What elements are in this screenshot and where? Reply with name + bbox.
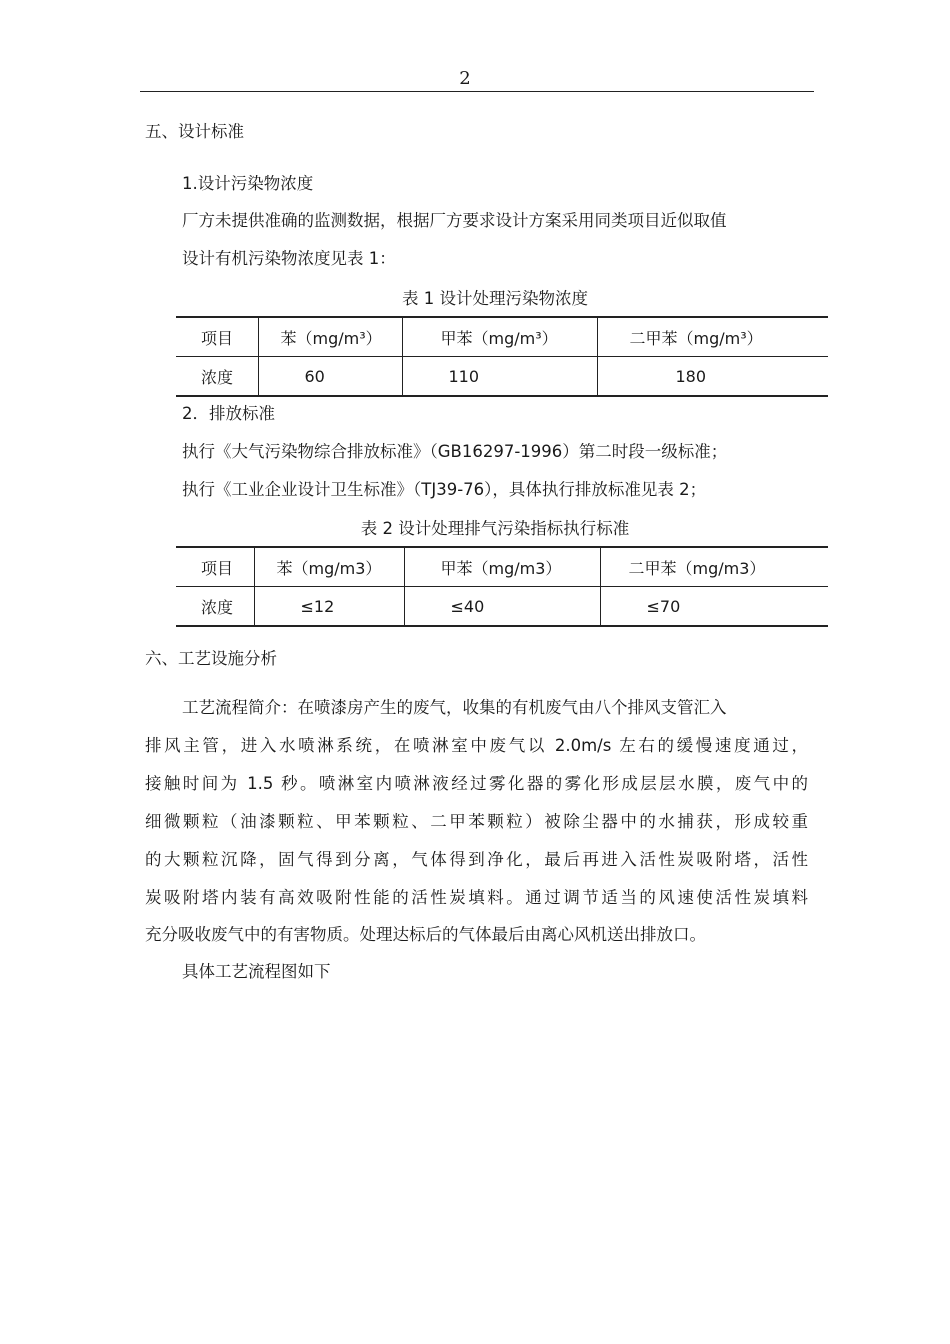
process-line-7: 充分吸收废气中的有害物质。处理达标后的气体最后由离心风机送出排放口。 — [145, 925, 706, 944]
table2-cell: ≤12 — [254, 587, 404, 627]
table1-cell: 浓度 — [176, 357, 258, 397]
header-rule — [140, 91, 814, 92]
sub1-heading: 1.设计污染物浓度 — [182, 174, 314, 193]
table1-header-cell: 项目 — [176, 317, 258, 357]
table1-cell: 180 — [597, 357, 828, 397]
closing-line: 具体工艺流程图如下 — [182, 962, 331, 981]
table2-cell: 浓度 — [176, 587, 254, 627]
table1-header-cell: 二甲苯（mg/m³） — [597, 317, 828, 357]
table2-header-row — [176, 547, 828, 587]
table1-cell: 60 — [258, 357, 402, 397]
section6-heading: 六、工艺设施分析 — [145, 649, 277, 668]
table2-header-cell: 二甲苯（mg/m3） — [600, 547, 828, 587]
standard-line-2: 执行《工业企业设计卫生标准》（TJ39-76），具体执行排放标准见表 2； — [182, 480, 707, 499]
table2-cell: ≤40 — [404, 587, 600, 627]
table1-header-row — [176, 317, 828, 357]
section5-heading: 五、设计标准 — [145, 122, 244, 141]
page-number: 2 — [459, 68, 471, 89]
table2-caption: 表 2 设计处理排气污染指标执行标准 — [360, 519, 630, 538]
table1-cell: 110 — [402, 357, 597, 397]
table2-cell: ≤70 — [600, 587, 828, 627]
para1-line2: 设计有机污染物浓度见表 1： — [182, 249, 396, 268]
process-line-5: 的大颗粒沉降，固气得到分离，气体得到净化，最后再进入活性炭吸附塔，活性 — [145, 850, 808, 869]
table1 — [176, 316, 828, 397]
process-line-6: 炭吸附塔内装有高效吸附性能的活性炭填料。通过调节适当的风速使活性炭填料 — [145, 888, 808, 907]
table2-header-cell: 苯（mg/m3） — [254, 547, 404, 587]
table1-header-cell: 苯（mg/m³） — [258, 317, 402, 357]
table1-data-row — [176, 357, 828, 397]
standard-line-1: 执行《大气污染物综合排放标准》（GB16297-1996）第二时段一级标准； — [182, 442, 728, 461]
table2-header-cell: 甲苯（mg/m3） — [404, 547, 600, 587]
table2-header-cell: 项目 — [176, 547, 254, 587]
table2 — [176, 546, 828, 627]
process-line-1: 工艺流程简介：在喷漆房产生的废气，收集的有机废气由八个排风支管汇入 — [182, 698, 727, 717]
table1-header-cell: 甲苯（mg/m³） — [402, 317, 597, 357]
process-line-3: 接触时间为 1.5 秒。喷淋室内喷淋液经过雾化器的雾化形成层层水膜，废气中的 — [145, 774, 808, 793]
table2-data-row — [176, 587, 828, 627]
sub2-heading: 2．排放标准 — [182, 404, 275, 423]
process-line-4: 细微颗粒（油漆颗粒、甲苯颗粒、二甲苯颗粒）被除尘器中的水捕获，形成较重 — [145, 812, 808, 831]
para1-line1: 厂方未提供准确的监测数据，根据厂方要求设计方案采用同类项目近似取值 — [182, 211, 727, 230]
table1-caption: 表 1 设计处理污染物浓度 — [402, 289, 588, 308]
process-line-2: 排风主管，进入水喷淋系统，在喷淋室中废气以 2.0m/s 左右的缓慢速度通过， — [145, 736, 808, 755]
